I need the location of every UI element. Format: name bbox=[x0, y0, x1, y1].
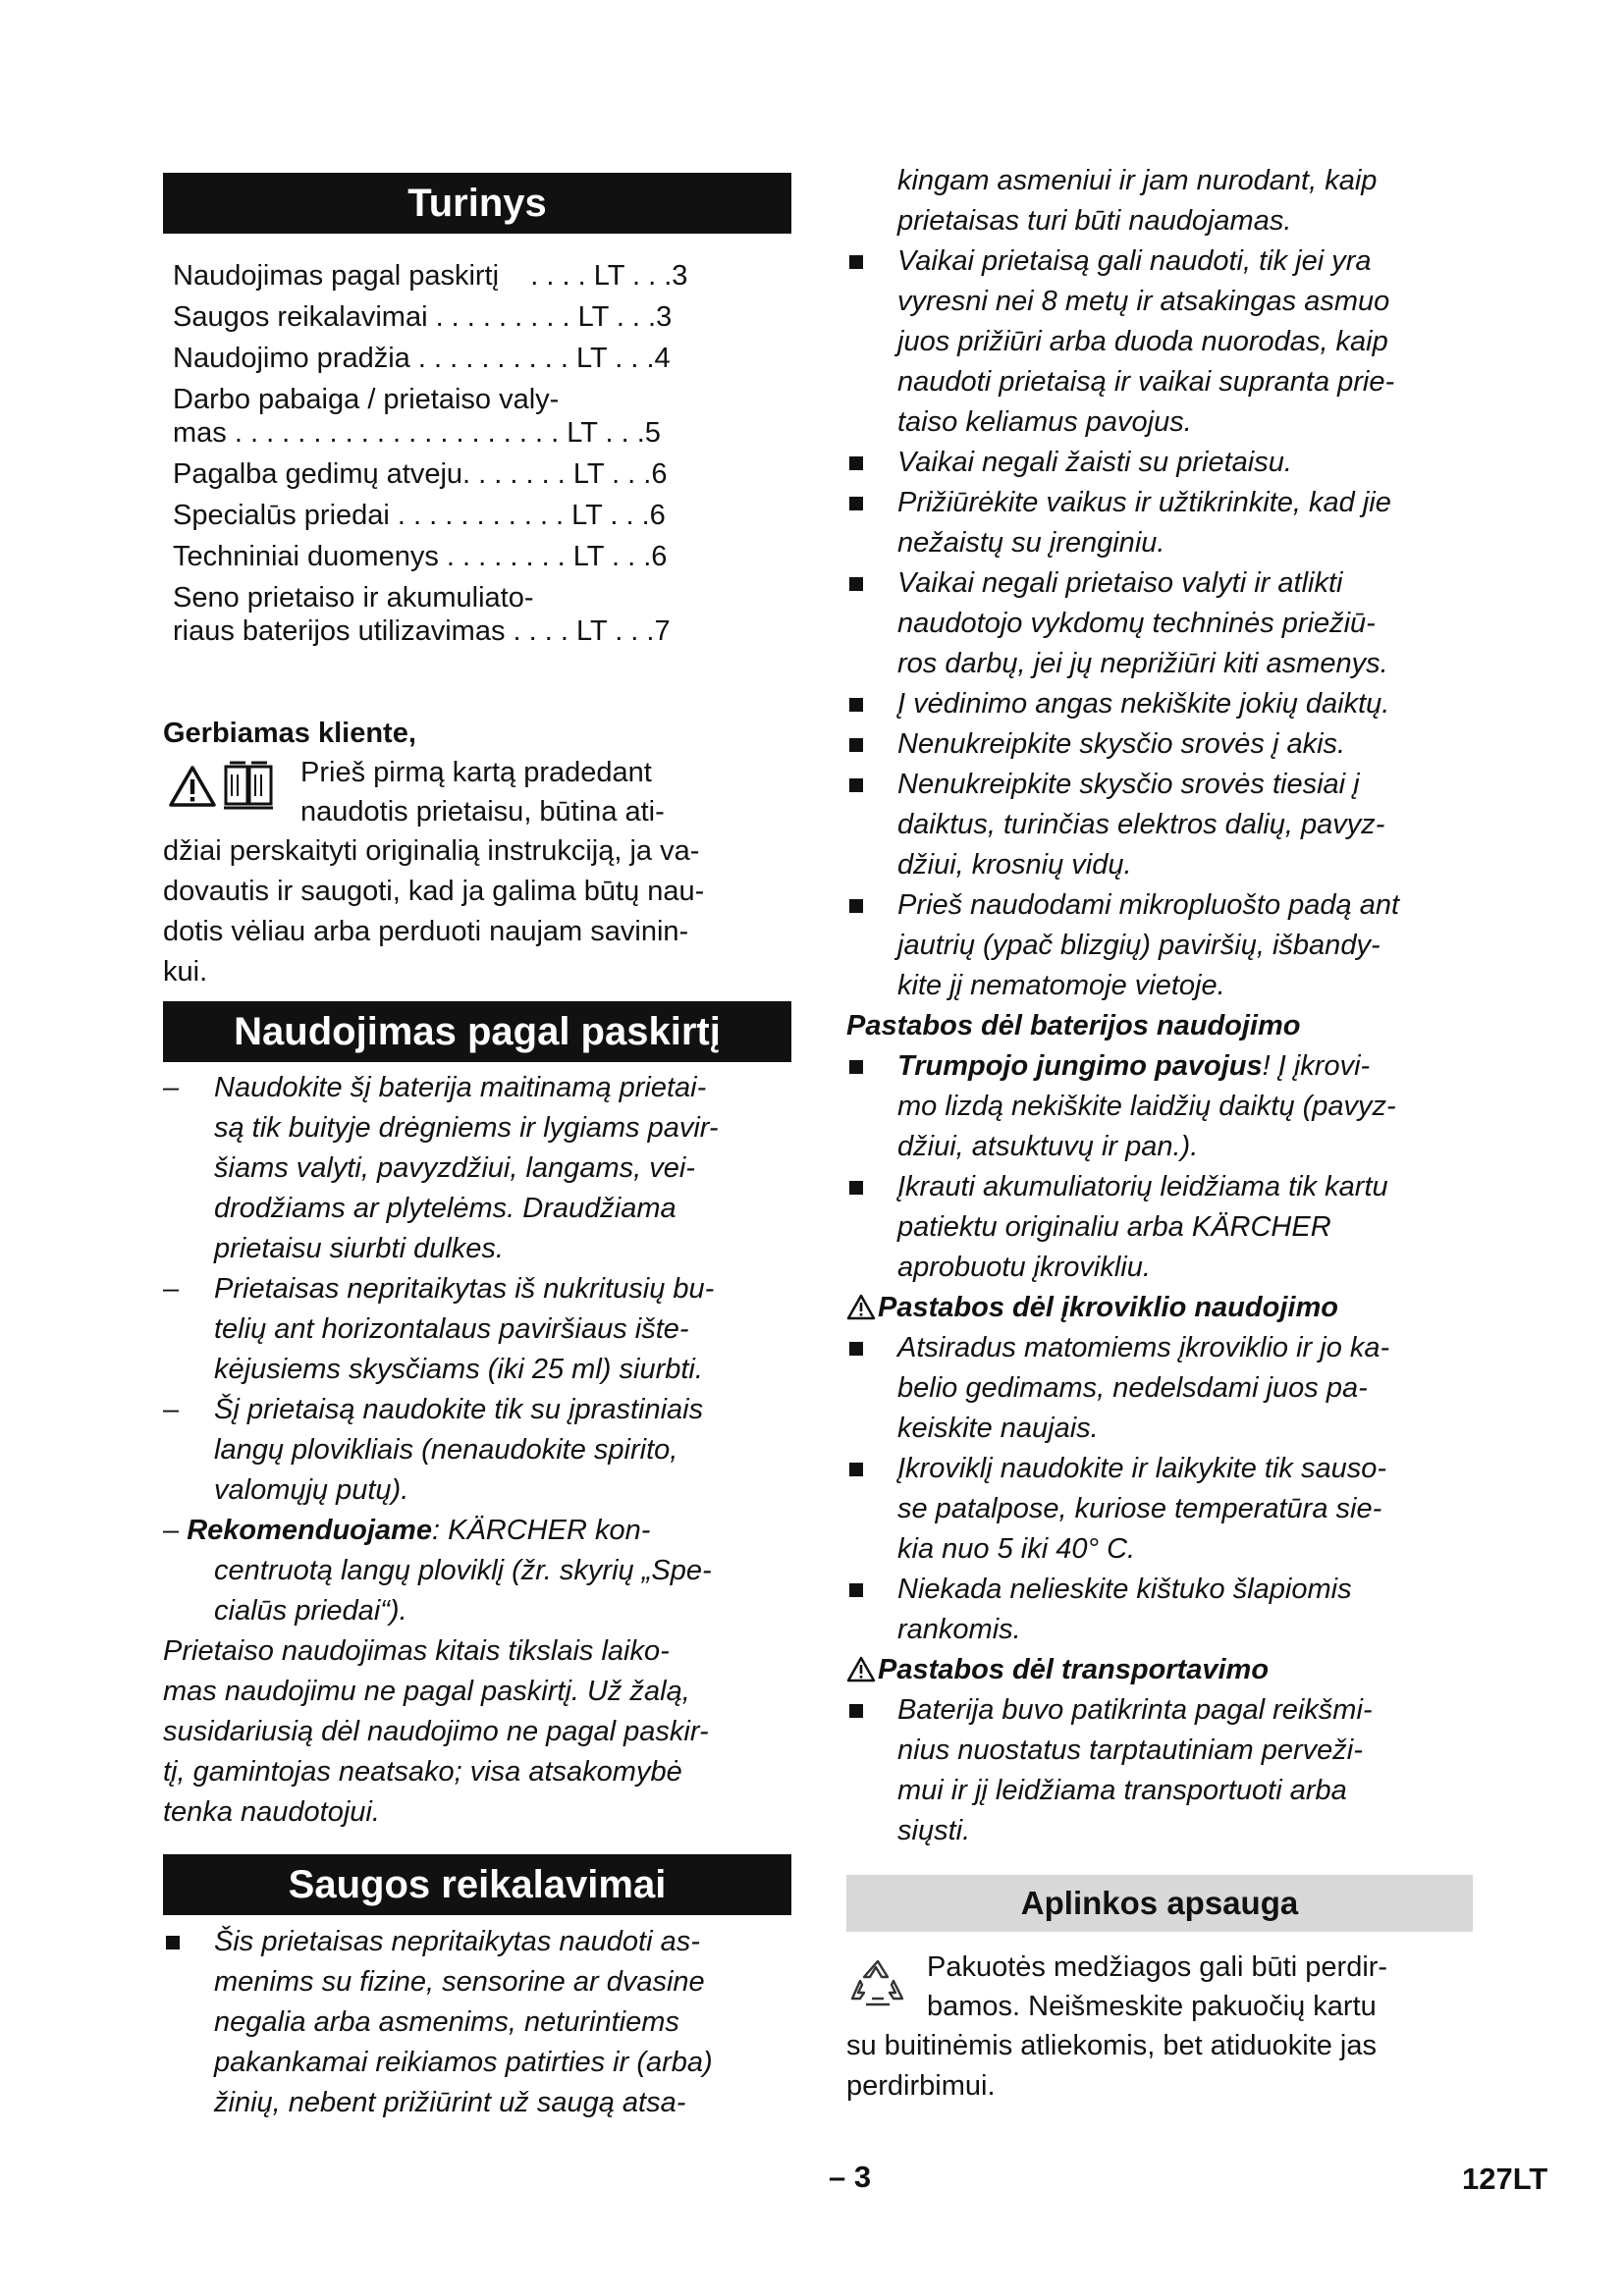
environment-intro bbox=[846, 1948, 1473, 2026]
item-line: prietaisu siurbti dulkes. bbox=[214, 1233, 504, 1264]
item-line: juos prižiūri arba duoda nuorodas, kaip bbox=[897, 326, 1388, 357]
environment-line: su buitinėmis atliekomis, bet atiduokite jas bbox=[846, 2030, 1377, 2061]
bullet-square bbox=[166, 1936, 180, 1949]
toc-heading: Turinys bbox=[163, 173, 791, 234]
item-line: kia nuo 5 iki 40° C. bbox=[897, 1533, 1136, 1565]
danger-label: Trumpojo jungimo pavojus bbox=[897, 1050, 1263, 1082]
charger-notes-heading bbox=[846, 1288, 1473, 1328]
item-line: mo lizdą nekiškite laidžių daiktų (pavyz- bbox=[897, 1091, 1396, 1122]
item-line: Vaikai negali žaisti su prietaisu. bbox=[897, 447, 1292, 478]
list-item bbox=[846, 1690, 1473, 1851]
recommend-text: : KÄRCHER kon- bbox=[431, 1515, 651, 1546]
item-line: keiskite naujais. bbox=[897, 1413, 1099, 1444]
list-item bbox=[163, 1922, 791, 2123]
bullet-square bbox=[849, 1463, 863, 1476]
item-line: są tik buityje drėgniems ir lygiams pavir- bbox=[214, 1112, 719, 1144]
item-line: Niekada nelieskite kištuko šlapiomis bbox=[897, 1574, 1352, 1605]
item-line: Vaikai negali prietaiso valyti ir atlikti bbox=[897, 567, 1343, 599]
greeting-line: dovautis ir saugoti, kad ja galima būtų nau- bbox=[163, 876, 705, 907]
item-line: taiso keliamus pavojus. bbox=[897, 406, 1192, 438]
warning-icon bbox=[169, 765, 216, 808]
item-line: menims su fizine, sensorine ar dvasine bbox=[214, 1966, 705, 1998]
bullet-square bbox=[849, 577, 863, 591]
recycle-icon bbox=[848, 1955, 907, 2012]
bullet-square bbox=[849, 1342, 863, 1356]
toc-row: Naudojimo pradžia . . . . . . . . . . LT . . .4 bbox=[173, 343, 671, 374]
note-line: tenka naudotojui. bbox=[163, 1796, 380, 1828]
item-line: belio gedimams, nedelsdami juos pa- bbox=[897, 1372, 1368, 1404]
list-item bbox=[846, 443, 1473, 483]
item-line: nius nuostatus tarptautiniam perveži- bbox=[897, 1735, 1363, 1766]
item-line: šiams valyti, pavyzdžiui, langams, vei- bbox=[214, 1152, 695, 1184]
list-item bbox=[163, 1390, 791, 1511]
item-line: ros darbų, jei jų neprižiūri kiti asmenys. bbox=[897, 648, 1388, 679]
item-line: Prižiūrėkite vaikus ir užtikrinkite, kad jie bbox=[897, 487, 1391, 518]
item-line: Įkroviklį naudokite ir laikykite tik sauso- bbox=[897, 1453, 1387, 1484]
item-line: valomųjų putų). bbox=[214, 1474, 409, 1506]
item-line: pakankamai reikiamos patirties ir (arba) bbox=[214, 2047, 713, 2078]
item-line: džiui, atsuktuvų ir pan.). bbox=[897, 1131, 1199, 1162]
recommend-label: Rekomenduojame bbox=[187, 1515, 432, 1546]
list-item bbox=[846, 241, 1473, 443]
item-line: nežaistų su įrenginiu. bbox=[897, 527, 1165, 559]
item-line: cialūs priedai“). bbox=[214, 1595, 407, 1627]
charger-notes-title: Pastabos dėl įkroviklio naudojimo bbox=[878, 1292, 1338, 1323]
transport-notes-heading bbox=[846, 1650, 1473, 1690]
item-line: langų plovikliais (nenaudokite spirito, bbox=[214, 1434, 678, 1466]
environment-section bbox=[846, 1948, 1473, 2107]
item-line: Baterija buvo patikrinta pagal reikšmi- bbox=[897, 1694, 1373, 1726]
safety-heading: Saugos reikalavimai bbox=[163, 1854, 791, 1915]
item-line: kite jį nematomoje vietoje. bbox=[897, 970, 1225, 1001]
dash-marker: – bbox=[163, 1515, 188, 1546]
toc-row: Specialūs priedai . . . . . . . . . . . LT . . .6 bbox=[173, 500, 666, 531]
transport-notes-title: Pastabos dėl transportavimo bbox=[878, 1654, 1270, 1685]
item-line: telių ant horizontalaus paviršiaus ište- bbox=[214, 1313, 689, 1345]
item-line: Atsiradus matomiems įkroviklio ir jo ka- bbox=[897, 1332, 1390, 1363]
bullet-square bbox=[849, 456, 863, 470]
item-line: prietaisas turi būti naudojamas. bbox=[897, 205, 1292, 237]
note-line: Prietaiso naudojimas kitais tikslais laiko- bbox=[163, 1635, 670, 1667]
item-line: Šis prietaisas nepritaikytas naudoti as- bbox=[214, 1926, 700, 1957]
environment-line: bamos. Neišmeskite pakuočių kartu bbox=[927, 1991, 1377, 2022]
greeting-line: džiai perskaityti originalią instrukciją, ja va- bbox=[163, 835, 700, 867]
list-item bbox=[846, 563, 1473, 684]
safety-continued bbox=[846, 161, 1473, 1851]
item-line: kingam asmeniui ir jam nurodant, kaip bbox=[897, 165, 1378, 196]
toc-row: mas . . . . . . . . . . . . . . . . . . . . . LT . . .5 bbox=[173, 417, 661, 449]
bullet-square bbox=[849, 778, 863, 792]
toc-row: Naudojimas pagal paskirtį . . . . LT . . .3 bbox=[173, 260, 688, 292]
environment-heading: Aplinkos apsauga bbox=[846, 1875, 1473, 1932]
greeting-title: Gerbiamas kliente, bbox=[163, 718, 416, 749]
note-line: mas naudojimu ne pagal paskirtį. Už žalą, bbox=[163, 1676, 690, 1707]
item-line: mui ir jį leidžiama transportuoti arba bbox=[897, 1775, 1347, 1806]
item-line: Nenukreipkite skysčio srovės tiesiai į bbox=[897, 769, 1360, 800]
dash-marker: – bbox=[163, 1394, 180, 1425]
toc-row: riaus baterijos utilizavimas . . . . LT . . .7 bbox=[173, 615, 671, 647]
bullet-square bbox=[849, 899, 863, 913]
page-code: 127LT bbox=[1462, 2162, 1548, 2196]
item-line: naudotojo vykdomų techninės priežiū- bbox=[897, 608, 1376, 639]
list-item bbox=[846, 724, 1473, 765]
item-line: Į vėdinimo angas nekiškite jokių daiktų. bbox=[897, 688, 1390, 720]
greeting-line: naudotis prietaisu, būtina ati- bbox=[300, 796, 665, 828]
item-line: Įkrauti akumuliatorių leidžiama tik kartu bbox=[897, 1171, 1388, 1202]
toc-row: Pagalba gedimų atveju. . . . . . . LT . . .6 bbox=[173, 458, 668, 490]
list-item bbox=[846, 1449, 1473, 1570]
bullet-square bbox=[849, 698, 863, 712]
intended-use-heading: Naudojimas pagal paskirtį bbox=[163, 1001, 791, 1062]
bullet-square bbox=[849, 1583, 863, 1597]
item-line: jautrių (ypač blizgių) paviršių, išbandy- bbox=[897, 930, 1380, 961]
warning-icon bbox=[846, 1656, 876, 1682]
bullet-square bbox=[849, 738, 863, 752]
note-line: tį, gamintojas neatsako; visa atsakomybė bbox=[163, 1756, 682, 1788]
list-item bbox=[163, 1068, 791, 1269]
list-item bbox=[846, 1046, 1473, 1167]
list-item bbox=[846, 483, 1473, 563]
item-line: žinių, nebent prižiūrint už saugą atsa- bbox=[214, 2087, 686, 2118]
bullet-square bbox=[849, 255, 863, 269]
warning-icon bbox=[846, 1294, 876, 1320]
dash-marker: – bbox=[163, 1273, 180, 1305]
note-line: susidariusią dėl naudojimo ne pagal paskir- bbox=[163, 1716, 709, 1747]
greeting-line: kui. bbox=[163, 956, 208, 988]
greeting-line: Prieš pirmą kartą pradedant bbox=[300, 757, 652, 788]
environment-line: Pakuotės medžiagos gali būti perdir- bbox=[927, 1951, 1388, 1983]
safety-first-item bbox=[163, 1922, 791, 2123]
environment-line: perdirbimui. bbox=[846, 2070, 996, 2102]
list-item bbox=[846, 684, 1473, 724]
intended-use-section bbox=[163, 1068, 791, 1833]
item-line: se patalpose, kuriose temperatūra sie- bbox=[897, 1493, 1382, 1524]
list-item bbox=[846, 1167, 1473, 1288]
bullet-square bbox=[849, 1060, 863, 1074]
bullet-square bbox=[849, 497, 863, 510]
item-line: negalia arba asmenims, neturintiems bbox=[214, 2006, 679, 2038]
item-line: aprobuotu įkrovikliu. bbox=[897, 1252, 1151, 1283]
toc-row: Techniniai duomenys . . . . . . . . LT . . .6 bbox=[173, 541, 668, 572]
greeting-section bbox=[163, 714, 791, 992]
manual-book-icon bbox=[222, 759, 275, 810]
bullet-square bbox=[849, 1704, 863, 1718]
item-line: daiktus, turinčias elektros dalių, pavyz- bbox=[897, 809, 1385, 840]
greeting-intro bbox=[163, 753, 791, 831]
item-line: Prietaisas nepritaikytas iš nukritusių bu- bbox=[214, 1273, 715, 1305]
dash-marker: – bbox=[163, 1072, 180, 1103]
toc-row: Darbo pabaiga / prietaiso valy- bbox=[173, 384, 560, 415]
item-text: ! Į įkrovi- bbox=[1262, 1050, 1371, 1082]
item-line: vyresni nei 8 metų ir atsakingas asmuo bbox=[897, 286, 1390, 317]
toc-row: Saugos reikalavimai . . . . . . . . . LT . . .3 bbox=[173, 301, 673, 333]
item-line: džiui, krosnių vidų. bbox=[897, 849, 1132, 881]
item-line: Vaikai prietaisą gali naudoti, tik jei yra bbox=[897, 245, 1372, 277]
item-line: Nenukreipkite skysčio srovės į akis. bbox=[897, 728, 1346, 760]
list-item bbox=[846, 885, 1473, 1006]
page-number: – 3 bbox=[829, 2160, 872, 2194]
item-line: Naudokite šį baterija maitinamą prietai- bbox=[214, 1072, 707, 1103]
item-line: Šį prietaisą naudokite tik su įprastiniais bbox=[214, 1394, 704, 1425]
bullet-square bbox=[849, 1181, 863, 1195]
list-item bbox=[846, 1570, 1473, 1650]
item-line: siųsti. bbox=[897, 1815, 971, 1846]
table-of-contents bbox=[173, 259, 687, 648]
item-line: drodžiams ar plytelėms. Draudžiama bbox=[214, 1193, 677, 1224]
item-line: rankomis. bbox=[897, 1614, 1021, 1645]
toc-row: Seno prietaiso ir akumuliato- bbox=[173, 582, 534, 614]
item-line: kėjusiems skysčiams (iki 25 ml) siurbti. bbox=[214, 1354, 703, 1385]
item-line: naudoti prietaisą ir vaikai supranta prie- bbox=[897, 366, 1395, 398]
battery-notes-heading: Pastabos dėl baterijos naudojimo bbox=[846, 1010, 1301, 1041]
item-line: patiektu originaliu arba KÄRCHER bbox=[897, 1211, 1331, 1243]
intended-use-note bbox=[163, 1631, 791, 1833]
list-item bbox=[163, 1269, 791, 1390]
recommendation-item bbox=[163, 1511, 791, 1631]
list-item bbox=[846, 765, 1473, 885]
list-item bbox=[846, 1328, 1473, 1449]
greeting-line: dotis vėliau arba perduoti naujam savinin- bbox=[163, 916, 689, 947]
item-line: centruotą langų ploviklį (žr. skyrių „Spe- bbox=[214, 1555, 712, 1586]
item-line: Prieš naudodami mikropluošto padą ant bbox=[897, 889, 1400, 921]
